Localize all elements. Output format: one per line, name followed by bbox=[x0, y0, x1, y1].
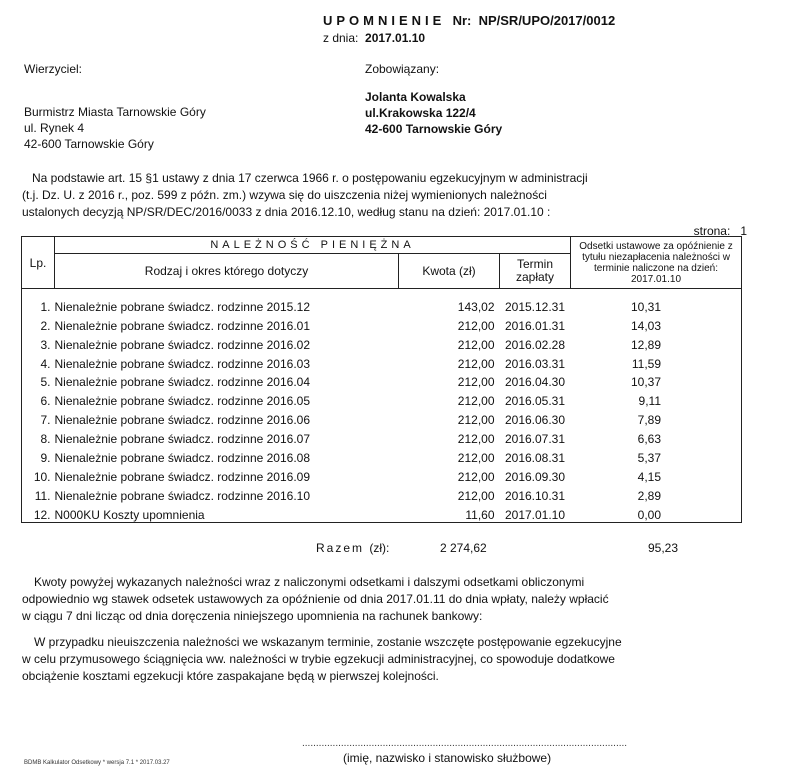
row-name: Nienależnie pobrane świadcz. rodzinne 2016.06 bbox=[54, 413, 311, 428]
creditor-label: Wierzyciel: bbox=[24, 62, 83, 76]
row-kwota: 212,00 bbox=[457, 337, 495, 352]
row-odsetki: 5,37 bbox=[637, 451, 661, 466]
row-kwota: 212,00 bbox=[457, 451, 495, 466]
row-lp: 3. bbox=[40, 337, 51, 352]
software-footer: BDMB Kalkulator Odsetkowy * wersja 7.1 * 2017.03.27 bbox=[24, 760, 170, 766]
row-odsetki: 9,11 bbox=[638, 394, 661, 409]
table-row bbox=[22, 408, 742, 427]
row-termin: 2017.01.10 bbox=[504, 507, 566, 522]
row-lp: 11. bbox=[34, 488, 51, 503]
payment-line: odpowiednio wg stawek odsetek ustawowych za opóźnienie od dnia 2017.01.11 do dnia wpłaty, należy wpłacić bbox=[22, 592, 609, 606]
warning-paragraph bbox=[22, 634, 634, 685]
total-odsetki: 95,23 bbox=[648, 541, 679, 555]
row-lp: 7. bbox=[40, 413, 51, 428]
row-kwota: 11,60 bbox=[465, 507, 495, 522]
row-name: Nienależnie pobrane świadcz. rodzinne 2016.05 bbox=[54, 394, 311, 409]
row-lp: 10. bbox=[33, 469, 51, 484]
row-kwota: 212,00 bbox=[457, 318, 495, 333]
row-termin: 2016.03.31 bbox=[504, 356, 566, 371]
signature-caption: (imię, nazwisko i stanowisko służbowe) bbox=[343, 751, 552, 765]
title-nr-label: Nr: bbox=[452, 13, 472, 28]
table-row bbox=[22, 289, 742, 314]
table-row bbox=[22, 503, 742, 522]
creditor-name: Burmistrz Miasta Tarnowskie Góry bbox=[24, 105, 206, 119]
debtor-name: Jolanta Kowalska bbox=[365, 90, 466, 104]
warning-line: W przypadku nieuiszczenia należności we wskazanym terminie, zostanie wszczęte postępowanie egzekucyjne bbox=[34, 635, 622, 649]
title-word: UPOMNIENIE bbox=[323, 13, 446, 28]
table-row bbox=[22, 465, 742, 484]
header-name: Rodzaj i okres którego dotyczy bbox=[55, 254, 399, 289]
table-row bbox=[22, 427, 742, 446]
row-termin: 2015.12.31 bbox=[504, 299, 566, 314]
row-odsetki: 10,37 bbox=[630, 375, 661, 390]
table-row bbox=[22, 389, 742, 408]
row-name: Nienależnie pobrane świadcz. rodzinne 2016.09 bbox=[54, 469, 311, 484]
intro-line: ustalonych decyzją NP/SR/DEC/2016/0033 z dnia 2016.12.10, według stanu na dzień: 2017.01.10 : bbox=[22, 205, 551, 219]
total-label-text: Razem bbox=[316, 541, 365, 555]
row-kwota: 143,02 bbox=[457, 299, 495, 314]
payment-paragraph bbox=[22, 574, 634, 625]
row-lp: 12. bbox=[33, 507, 51, 522]
row-lp: 5. bbox=[40, 375, 51, 390]
payment-line: w ciągu 7 dni licząc od dnia doręczenia niniejszego upomnienia na rachunek bankowy: bbox=[22, 609, 483, 623]
warning-line: obciążenie kosztami egzekucji które zaspakajane będą w pierwszej kolejności. bbox=[22, 669, 439, 683]
row-kwota: 212,00 bbox=[457, 375, 495, 390]
page-number: 1 bbox=[740, 224, 747, 238]
row-name: Nienależnie pobrane świadcz. rodzinne 2016.07 bbox=[54, 432, 311, 447]
header-termin: Termin zapłaty bbox=[500, 254, 571, 289]
row-name: Nienależnie pobrane świadcz. rodzinne 2016.08 bbox=[54, 451, 311, 466]
row-termin: 2016.07.31 bbox=[504, 432, 566, 447]
claims-table bbox=[21, 236, 742, 523]
row-odsetki: 4,15 bbox=[637, 469, 661, 484]
row-name: Nienależnie pobrane świadcz. rodzinne 2016.03 bbox=[54, 356, 311, 371]
row-termin: 2016.05.31 bbox=[504, 394, 566, 409]
warning-line: w celu przymusowego ściągnięcia ww. należności w trybie egzekucji administracyjnej, co spowoduje dodatkowe bbox=[22, 652, 615, 666]
table-row bbox=[22, 333, 742, 352]
row-lp: 9. bbox=[40, 451, 51, 466]
row-kwota: 212,00 bbox=[457, 432, 495, 447]
debtor-city: 42-600 Tarnowskie Góry bbox=[365, 122, 503, 136]
claims-body bbox=[22, 289, 742, 523]
row-lp: 6. bbox=[40, 394, 51, 409]
date-label: z dnia: bbox=[323, 31, 359, 45]
row-lp: 1. bbox=[40, 299, 51, 314]
row-lp: 2. bbox=[40, 318, 51, 333]
total-label bbox=[316, 541, 389, 555]
total-unit: (zł): bbox=[369, 541, 390, 555]
row-odsetki: 10,31 bbox=[630, 299, 661, 314]
header-kwota: Kwota (zł) bbox=[399, 254, 500, 289]
row-termin: 2016.08.31 bbox=[504, 451, 566, 466]
row-odsetki: 12,89 bbox=[630, 337, 661, 352]
row-termin: 2016.10.31 bbox=[504, 488, 566, 503]
row-lp: 4. bbox=[40, 356, 51, 371]
row-kwota: 212,00 bbox=[457, 394, 495, 409]
row-odsetki: 6,63 bbox=[637, 432, 661, 447]
row-kwota: 212,00 bbox=[457, 413, 495, 428]
row-termin: 2016.04.30 bbox=[504, 375, 566, 390]
row-odsetki: 0,00 bbox=[637, 507, 661, 522]
intro-paragraph bbox=[22, 170, 632, 221]
header-odsetki: Odsetki ustawowe za opóźnienie z tytułu niezapłacenia należności w terminie naliczone na dzień: 2017.01.10 bbox=[571, 237, 742, 289]
page-label: strona: bbox=[693, 224, 731, 238]
title-number: NP/SR/UPO/2017/0012 bbox=[478, 13, 616, 28]
table-row bbox=[22, 352, 742, 371]
row-name: Nienależnie pobrane świadcz. rodzinne 2016.04 bbox=[54, 375, 311, 390]
row-odsetki: 7,89 bbox=[637, 413, 661, 428]
row-odsetki: 2,89 bbox=[637, 488, 661, 503]
row-name: Nienależnie pobrane świadcz. rodzinne 2016.02 bbox=[54, 337, 311, 352]
row-lp: 8. bbox=[40, 432, 51, 447]
table-row bbox=[22, 446, 742, 465]
row-termin: 2016.09.30 bbox=[504, 469, 566, 484]
header-group: NALEŻNOŚĆ PIENIĘŻNA bbox=[55, 237, 571, 254]
total-kwota: 2 274,62 bbox=[440, 541, 487, 555]
row-name: Nienależnie pobrane świadcz. rodzinne 2016.01 bbox=[54, 318, 311, 333]
creditor-street: ul. Rynek 4 bbox=[24, 121, 85, 135]
row-odsetki: 14,03 bbox=[630, 318, 661, 333]
date-value: 2017.01.10 bbox=[365, 31, 426, 45]
debtor-street: ul.Krakowska 122/4 bbox=[365, 106, 476, 120]
intro-line: Na podstawie art. 15 §1 ustawy z dnia 17 czerwca 1966 r. o postępowaniu egzekucyjnym w administracji bbox=[32, 171, 588, 185]
creditor-city: 42-600 Tarnowskie Góry bbox=[24, 137, 154, 151]
debtor-label: Zobowiązany: bbox=[365, 62, 440, 76]
row-kwota: 212,00 bbox=[457, 488, 495, 503]
row-kwota: 212,00 bbox=[457, 356, 495, 371]
row-name: N000KU Koszty upomnienia bbox=[54, 507, 205, 522]
row-odsetki: 11,59 bbox=[631, 356, 661, 371]
row-name: Nienależnie pobrane świadcz. rodzinne 2015.12 bbox=[54, 299, 311, 314]
table-row bbox=[22, 484, 742, 503]
table-row bbox=[22, 314, 742, 333]
intro-line: (t.j. Dz. U. z 2016 r., poz. 599 z późn. zm.) wzywa się do uiszczenia niżej wymienionych należności bbox=[22, 188, 547, 202]
header-lp: Lp. bbox=[22, 237, 55, 289]
document-date bbox=[323, 31, 425, 45]
row-termin: 2016.06.30 bbox=[504, 413, 566, 428]
table-row bbox=[22, 371, 742, 390]
document-title bbox=[323, 13, 615, 28]
row-kwota: 212,00 bbox=[457, 469, 495, 484]
row-termin: 2016.01.31 bbox=[504, 318, 566, 333]
row-name: Nienależnie pobrane świadcz. rodzinne 2016.10 bbox=[54, 488, 311, 503]
payment-line: Kwoty powyżej wykazanych należności wraz z naliczonymi odsetkami i dalszymi odsetkami obliczonymi bbox=[34, 575, 585, 589]
row-termin: 2016.02.28 bbox=[504, 337, 566, 352]
signature-line: ..................................................................................................................... bbox=[302, 738, 628, 749]
